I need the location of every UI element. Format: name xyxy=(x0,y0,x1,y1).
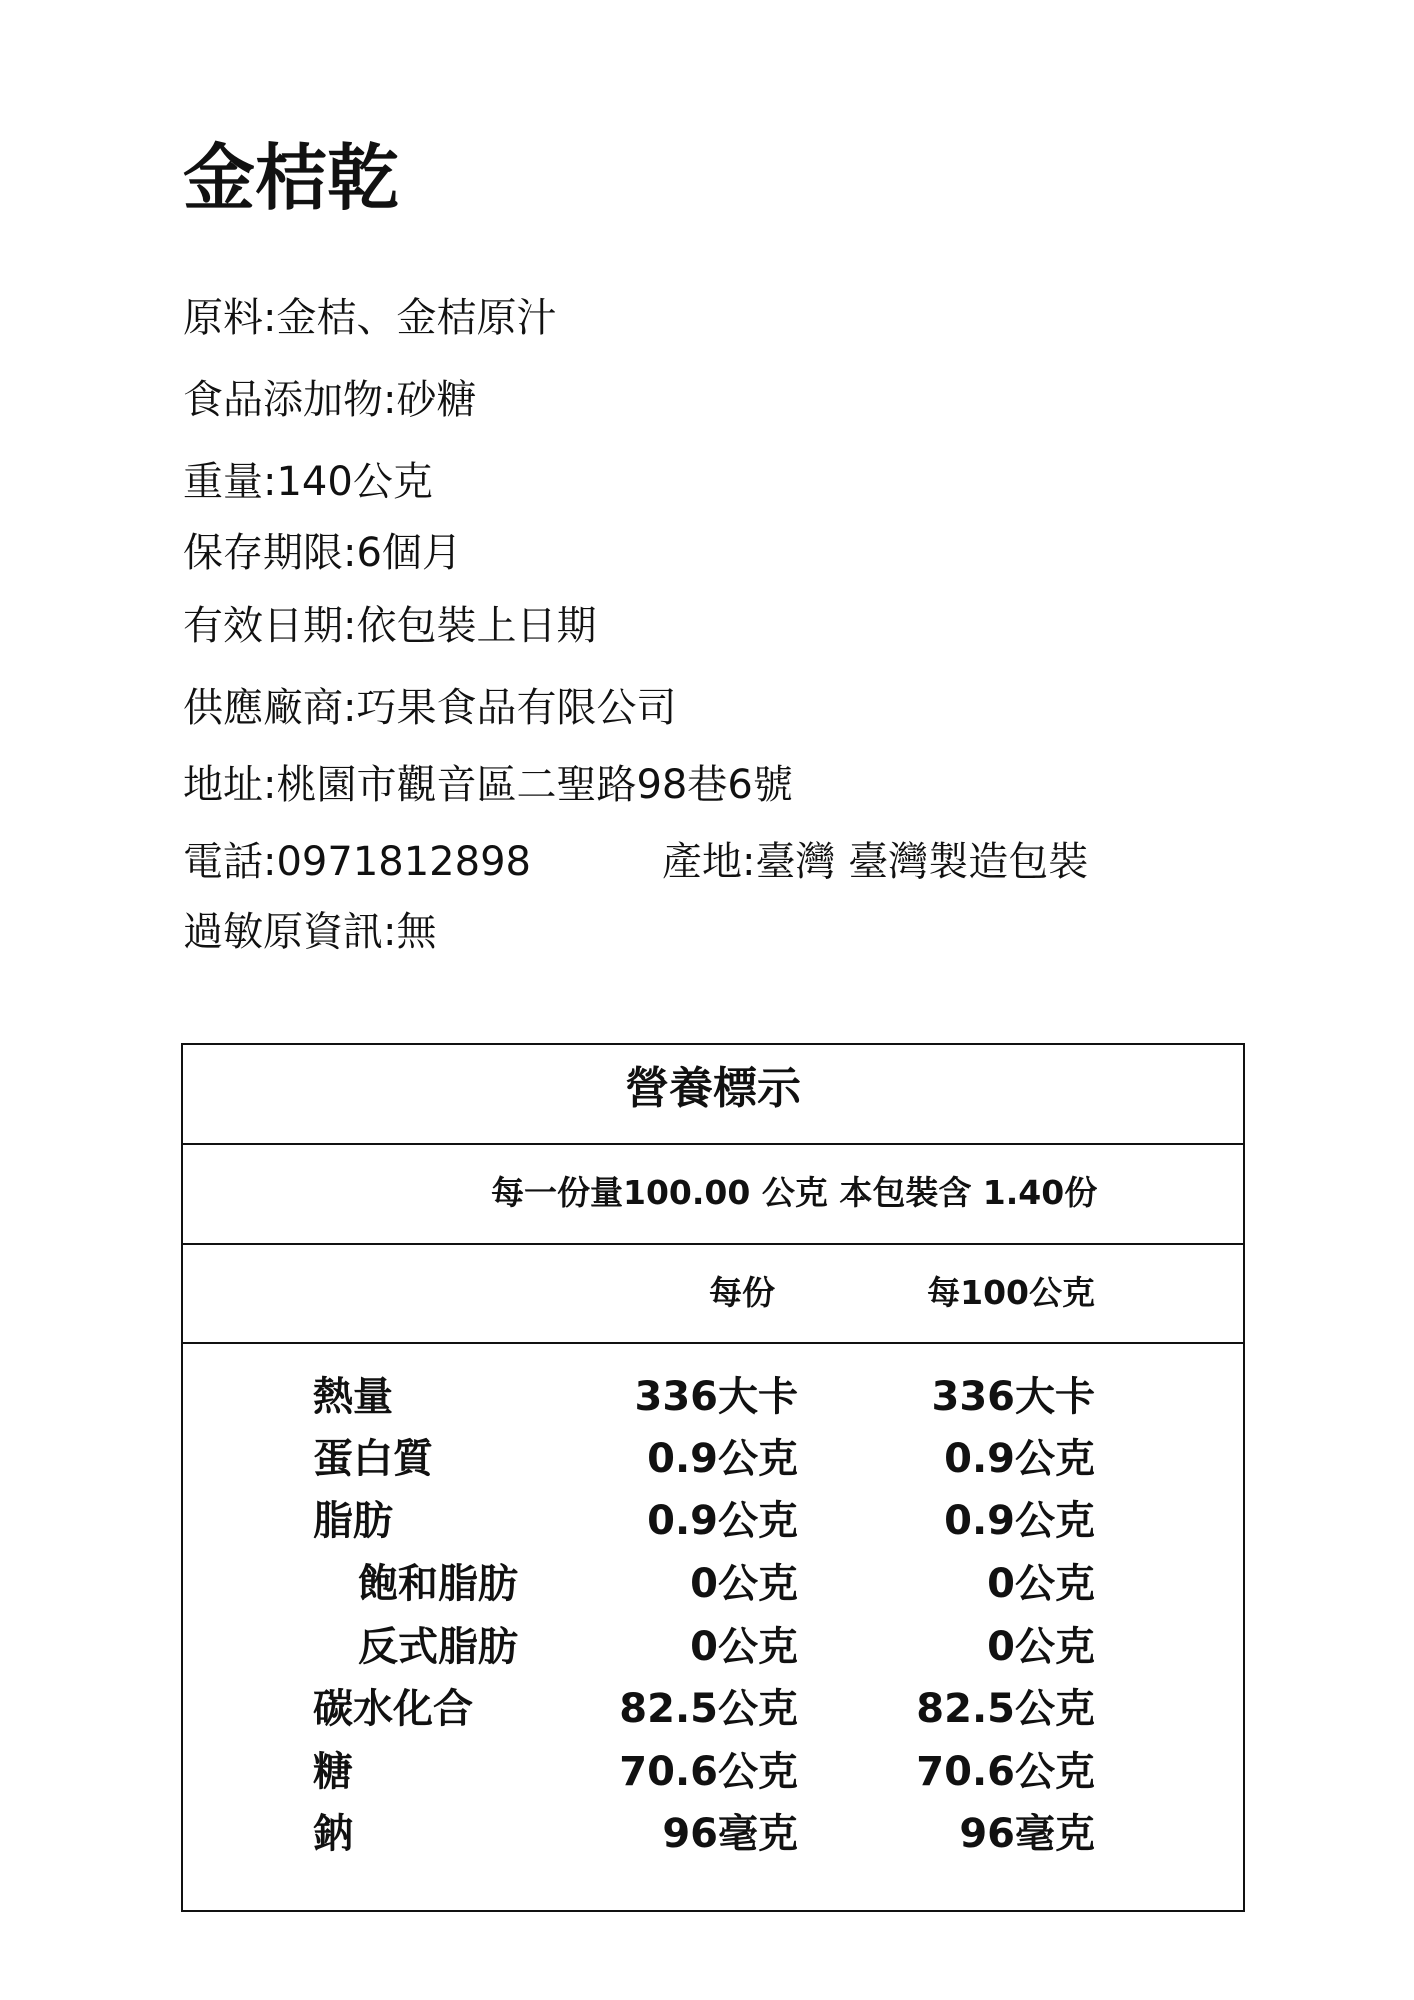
ingredients-text: 原料:金桔、金桔原汁 xyxy=(183,295,557,341)
nutrition-divider xyxy=(183,1143,1243,1145)
product-title: 金桔乾 xyxy=(183,136,400,220)
nutrient-per-serving: 0公克 xyxy=(690,1624,798,1670)
shelf-life-text: 保存期限:6個月 xyxy=(183,530,462,576)
nutrient-name: 碳水化合 xyxy=(313,1686,473,1732)
allergen-text: 過敏原資訊:無 xyxy=(183,909,437,955)
expiry-text: 有效日期:依包裝上日期 xyxy=(183,603,597,649)
nutrient-per-serving: 336大卡 xyxy=(634,1374,798,1420)
nutrient-per-serving: 96毫克 xyxy=(662,1811,798,1857)
nutrient-name: 飽和脂肪 xyxy=(358,1561,518,1607)
serving-info: 每一份量100.00 公克 本包裝含 1.40份 xyxy=(491,1173,1098,1212)
address-text: 地址:桃園市觀音區二聖路98巷6號 xyxy=(183,762,793,808)
nutrient-per-serving: 70.6公克 xyxy=(619,1749,798,1795)
nutrient-per-100g: 336大卡 xyxy=(931,1374,1095,1420)
nutrient-per-serving: 0.9公克 xyxy=(647,1498,798,1544)
nutrition-row-sodium xyxy=(183,1804,1243,1864)
nutrient-per-100g: 0公克 xyxy=(987,1624,1095,1670)
nutrient-name: 脂肪 xyxy=(313,1498,393,1544)
nutrient-name: 熱量 xyxy=(313,1374,393,1420)
column-header-per-100g: 每100公克 xyxy=(927,1273,1095,1312)
nutrition-divider xyxy=(183,1342,1243,1344)
nutrient-per-100g: 0.9公克 xyxy=(944,1436,1095,1482)
nutrition-table xyxy=(181,1043,1245,1912)
nutrient-per-100g: 82.5公克 xyxy=(916,1686,1095,1732)
nutrition-row-fat xyxy=(183,1491,1243,1551)
nutrition-title: 營養標示 xyxy=(625,1063,801,1114)
supplier-text: 供應廠商:巧果食品有限公司 xyxy=(183,685,677,731)
nutrient-per-serving: 0公克 xyxy=(690,1561,798,1607)
nutrient-name: 反式脂肪 xyxy=(358,1624,518,1670)
nutrition-row-energy xyxy=(183,1367,1243,1427)
nutrient-per-serving: 0.9公克 xyxy=(647,1436,798,1482)
nutrient-per-100g: 70.6公克 xyxy=(916,1749,1095,1795)
nutrition-row-protein xyxy=(183,1429,1243,1489)
phone-text: 電話:0971812898 xyxy=(183,839,531,885)
nutrient-name: 糖 xyxy=(313,1749,353,1795)
nutrition-row-trans-fat xyxy=(183,1617,1243,1677)
origin-text: 產地:臺灣 臺灣製造包裝 xyxy=(662,839,1089,885)
nutrient-name: 鈉 xyxy=(313,1811,353,1857)
nutrient-per-100g: 0公克 xyxy=(987,1561,1095,1607)
weight-text: 重量:140公克 xyxy=(183,459,433,505)
nutrition-row-carbohydrate xyxy=(183,1679,1243,1739)
nutrient-per-serving: 82.5公克 xyxy=(619,1686,798,1732)
nutrient-name: 蛋白質 xyxy=(313,1436,433,1482)
nutrient-per-100g: 96毫克 xyxy=(959,1811,1095,1857)
nutrition-divider xyxy=(183,1243,1243,1245)
column-header-per-serving: 每份 xyxy=(709,1273,775,1312)
nutrition-row-sugar xyxy=(183,1742,1243,1802)
nutrition-row-saturated-fat xyxy=(183,1554,1243,1614)
additives-text: 食品添加物:砂糖 xyxy=(183,377,477,423)
nutrient-per-100g: 0.9公克 xyxy=(944,1498,1095,1544)
